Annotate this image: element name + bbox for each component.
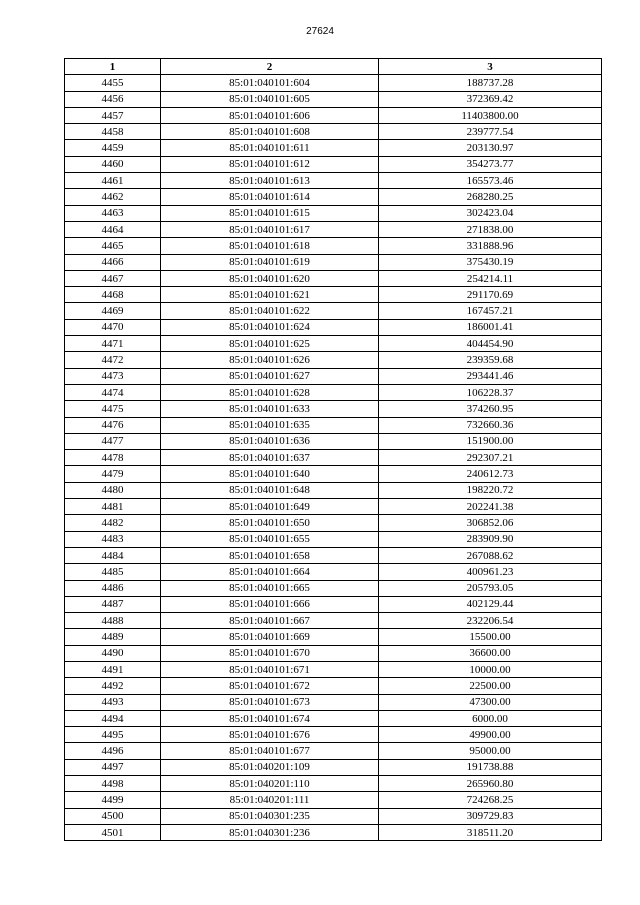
table-row	[65, 417, 602, 433]
table-row	[65, 384, 602, 400]
value-cell: 374260.95	[379, 401, 602, 417]
row-number-cell: 4470	[65, 319, 161, 335]
table-row	[65, 287, 602, 303]
table-row	[65, 792, 602, 808]
cadastral-number-cell: 85:01:040301:235	[161, 808, 379, 824]
table-row	[65, 694, 602, 710]
cadastral-number-cell: 85:01:040101:618	[161, 238, 379, 254]
value-cell: 202241.38	[379, 499, 602, 515]
value-cell: 22500.00	[379, 678, 602, 694]
cadastral-number-cell: 85:01:040101:666	[161, 596, 379, 612]
value-cell: 239777.54	[379, 124, 602, 140]
row-number-cell: 4479	[65, 466, 161, 482]
cadastral-number-cell: 85:01:040101:649	[161, 499, 379, 515]
table-row	[65, 156, 602, 172]
row-number-cell: 4500	[65, 808, 161, 824]
cadastral-number-cell: 85:01:040101:633	[161, 401, 379, 417]
row-number-cell: 4480	[65, 482, 161, 498]
row-number-cell: 4458	[65, 124, 161, 140]
row-number-cell: 4495	[65, 727, 161, 743]
row-number-cell: 4477	[65, 433, 161, 449]
table-row	[65, 140, 602, 156]
row-number-cell: 4485	[65, 564, 161, 580]
value-cell: 265960.80	[379, 776, 602, 792]
row-number-cell: 4456	[65, 91, 161, 107]
value-cell: 331888.96	[379, 238, 602, 254]
cadastral-number-cell: 85:01:040101:605	[161, 91, 379, 107]
row-number-cell: 4488	[65, 613, 161, 629]
cadastral-number-cell: 85:01:040101:614	[161, 189, 379, 205]
row-number-cell: 4496	[65, 743, 161, 759]
table-row	[65, 368, 602, 384]
row-number-cell: 4493	[65, 694, 161, 710]
row-number-cell: 4497	[65, 759, 161, 775]
cadastral-number-cell: 85:01:040101:670	[161, 645, 379, 661]
table-row	[65, 482, 602, 498]
table-row	[65, 645, 602, 661]
row-number-cell: 4494	[65, 710, 161, 726]
cadastral-number-cell: 85:01:040101:677	[161, 743, 379, 759]
value-cell: 283909.90	[379, 531, 602, 547]
cadastral-number-cell: 85:01:040101:658	[161, 547, 379, 563]
cadastral-value-table	[64, 58, 602, 841]
value-cell: 165573.46	[379, 173, 602, 189]
table-row	[65, 743, 602, 759]
cadastral-number-cell: 85:01:040101:611	[161, 140, 379, 156]
cadastral-number-cell: 85:01:040101:619	[161, 254, 379, 270]
row-number-cell: 4457	[65, 107, 161, 123]
table-row	[65, 450, 602, 466]
table-row	[65, 336, 602, 352]
value-cell: 15500.00	[379, 629, 602, 645]
table-row	[65, 107, 602, 123]
row-number-cell: 4490	[65, 645, 161, 661]
table-row	[65, 564, 602, 580]
table-row	[65, 678, 602, 694]
table-row	[65, 303, 602, 319]
value-cell: 191738.88	[379, 759, 602, 775]
cadastral-number-cell: 85:01:040101:625	[161, 336, 379, 352]
cadastral-number-cell: 85:01:040101:628	[161, 384, 379, 400]
cadastral-number-cell: 85:01:040101:650	[161, 515, 379, 531]
page-number: 27624	[306, 26, 334, 37]
row-number-cell: 4469	[65, 303, 161, 319]
value-cell: 309729.83	[379, 808, 602, 824]
table-row	[65, 515, 602, 531]
row-number-cell: 4478	[65, 450, 161, 466]
cadastral-number-cell: 85:01:040201:109	[161, 759, 379, 775]
cadastral-number-cell: 85:01:040301:236	[161, 824, 379, 840]
table-row	[65, 401, 602, 417]
table-body	[65, 75, 602, 841]
cadastral-number-cell: 85:01:040101:627	[161, 368, 379, 384]
row-number-cell: 4465	[65, 238, 161, 254]
value-cell: 254214.11	[379, 270, 602, 286]
value-cell: 268280.25	[379, 189, 602, 205]
value-cell: 240612.73	[379, 466, 602, 482]
table-row	[65, 173, 602, 189]
value-cell: 188737.28	[379, 75, 602, 91]
cadastral-number-cell: 85:01:040101:626	[161, 352, 379, 368]
row-number-cell: 4486	[65, 580, 161, 596]
table-row	[65, 91, 602, 107]
cadastral-number-cell: 85:01:040101:672	[161, 678, 379, 694]
column-header-3: 3	[379, 59, 602, 75]
header-row	[65, 59, 602, 75]
value-cell: 318511.20	[379, 824, 602, 840]
row-number-cell: 4464	[65, 221, 161, 237]
cadastral-number-cell: 85:01:040101:608	[161, 124, 379, 140]
row-number-cell: 4491	[65, 661, 161, 677]
table-row	[65, 433, 602, 449]
value-cell: 49900.00	[379, 727, 602, 743]
table-row	[65, 613, 602, 629]
row-number-cell: 4476	[65, 417, 161, 433]
cadastral-number-cell: 85:01:040101:635	[161, 417, 379, 433]
cadastral-number-cell: 85:01:040101:604	[161, 75, 379, 91]
table-row	[65, 499, 602, 515]
table-row	[65, 629, 602, 645]
table-row	[65, 808, 602, 824]
table-row	[65, 270, 602, 286]
table-row	[65, 221, 602, 237]
cadastral-number-cell: 85:01:040101:617	[161, 221, 379, 237]
row-number-cell: 4484	[65, 547, 161, 563]
cadastral-number-cell: 85:01:040101:622	[161, 303, 379, 319]
table-row	[65, 531, 602, 547]
cadastral-number-cell: 85:01:040101:613	[161, 173, 379, 189]
value-cell: 375430.19	[379, 254, 602, 270]
value-cell: 402129.44	[379, 596, 602, 612]
table-row	[65, 238, 602, 254]
cadastral-number-cell: 85:01:040101:636	[161, 433, 379, 449]
cadastral-number-cell: 85:01:040101:671	[161, 661, 379, 677]
value-cell: 106228.37	[379, 384, 602, 400]
cadastral-number-cell: 85:01:040101:674	[161, 710, 379, 726]
row-number-cell: 4467	[65, 270, 161, 286]
row-number-cell: 4489	[65, 629, 161, 645]
value-cell: 354273.77	[379, 156, 602, 172]
table-row	[65, 547, 602, 563]
cadastral-number-cell: 85:01:040101:615	[161, 205, 379, 221]
value-cell: 292307.21	[379, 450, 602, 466]
value-cell: 293441.46	[379, 368, 602, 384]
value-cell: 36600.00	[379, 645, 602, 661]
value-cell: 186001.41	[379, 319, 602, 335]
row-number-cell: 4475	[65, 401, 161, 417]
cadastral-number-cell: 85:01:040101:606	[161, 107, 379, 123]
value-cell: 6000.00	[379, 710, 602, 726]
value-cell: 11403800.00	[379, 107, 602, 123]
row-number-cell: 4474	[65, 384, 161, 400]
row-number-cell: 4482	[65, 515, 161, 531]
cadastral-number-cell: 85:01:040101:648	[161, 482, 379, 498]
row-number-cell: 4460	[65, 156, 161, 172]
row-number-cell: 4459	[65, 140, 161, 156]
cadastral-number-cell: 85:01:040201:111	[161, 792, 379, 808]
table-row	[65, 124, 602, 140]
row-number-cell: 4481	[65, 499, 161, 515]
cadastral-number-cell: 85:01:040101:669	[161, 629, 379, 645]
value-cell: 400961.23	[379, 564, 602, 580]
table-row	[65, 254, 602, 270]
row-number-cell: 4487	[65, 596, 161, 612]
row-number-cell: 4472	[65, 352, 161, 368]
value-cell: 151900.00	[379, 433, 602, 449]
value-cell: 302423.04	[379, 205, 602, 221]
table-row	[65, 189, 602, 205]
value-cell: 203130.97	[379, 140, 602, 156]
table-row	[65, 759, 602, 775]
column-header-2: 2	[161, 59, 379, 75]
table-row	[65, 710, 602, 726]
table-row	[65, 776, 602, 792]
row-number-cell: 4466	[65, 254, 161, 270]
row-number-cell: 4501	[65, 824, 161, 840]
value-cell: 205793.05	[379, 580, 602, 596]
cadastral-number-cell: 85:01:040101:640	[161, 466, 379, 482]
table-row	[65, 824, 602, 840]
value-cell: 732660.36	[379, 417, 602, 433]
value-cell: 271838.00	[379, 221, 602, 237]
cadastral-number-cell: 85:01:040101:665	[161, 580, 379, 596]
table-row	[65, 205, 602, 221]
cadastral-number-cell: 85:01:040101:612	[161, 156, 379, 172]
table-row	[65, 75, 602, 91]
value-cell: 404454.90	[379, 336, 602, 352]
row-number-cell: 4468	[65, 287, 161, 303]
value-cell: 724268.25	[379, 792, 602, 808]
table-row	[65, 352, 602, 368]
value-cell: 47300.00	[379, 694, 602, 710]
row-number-cell: 4473	[65, 368, 161, 384]
row-number-cell: 4483	[65, 531, 161, 547]
row-number-cell: 4499	[65, 792, 161, 808]
table-row	[65, 596, 602, 612]
row-number-cell: 4462	[65, 189, 161, 205]
cadastral-number-cell: 85:01:040101:664	[161, 564, 379, 580]
row-number-cell: 4498	[65, 776, 161, 792]
table-header	[65, 59, 602, 75]
value-cell: 198220.72	[379, 482, 602, 498]
value-cell: 372369.42	[379, 91, 602, 107]
cadastral-number-cell: 85:01:040101:621	[161, 287, 379, 303]
column-header-1: 1	[65, 59, 161, 75]
value-cell: 239359.68	[379, 352, 602, 368]
table-row	[65, 727, 602, 743]
table-row	[65, 580, 602, 596]
value-cell: 291170.69	[379, 287, 602, 303]
row-number-cell: 4471	[65, 336, 161, 352]
value-cell: 232206.54	[379, 613, 602, 629]
cadastral-number-cell: 85:01:040101:676	[161, 727, 379, 743]
value-cell: 167457.21	[379, 303, 602, 319]
table-row	[65, 466, 602, 482]
row-number-cell: 4492	[65, 678, 161, 694]
value-cell: 10000.00	[379, 661, 602, 677]
cadastral-number-cell: 85:01:040101:637	[161, 450, 379, 466]
table-row	[65, 319, 602, 335]
value-cell: 95000.00	[379, 743, 602, 759]
cadastral-number-cell: 85:01:040201:110	[161, 776, 379, 792]
row-number-cell: 4455	[65, 75, 161, 91]
cadastral-number-cell: 85:01:040101:620	[161, 270, 379, 286]
cadastral-number-cell: 85:01:040101:667	[161, 613, 379, 629]
cadastral-number-cell: 85:01:040101:624	[161, 319, 379, 335]
row-number-cell: 4463	[65, 205, 161, 221]
cadastral-number-cell: 85:01:040101:673	[161, 694, 379, 710]
row-number-cell: 4461	[65, 173, 161, 189]
value-cell: 267088.62	[379, 547, 602, 563]
value-cell: 306852.06	[379, 515, 602, 531]
cadastral-number-cell: 85:01:040101:655	[161, 531, 379, 547]
table-row	[65, 661, 602, 677]
